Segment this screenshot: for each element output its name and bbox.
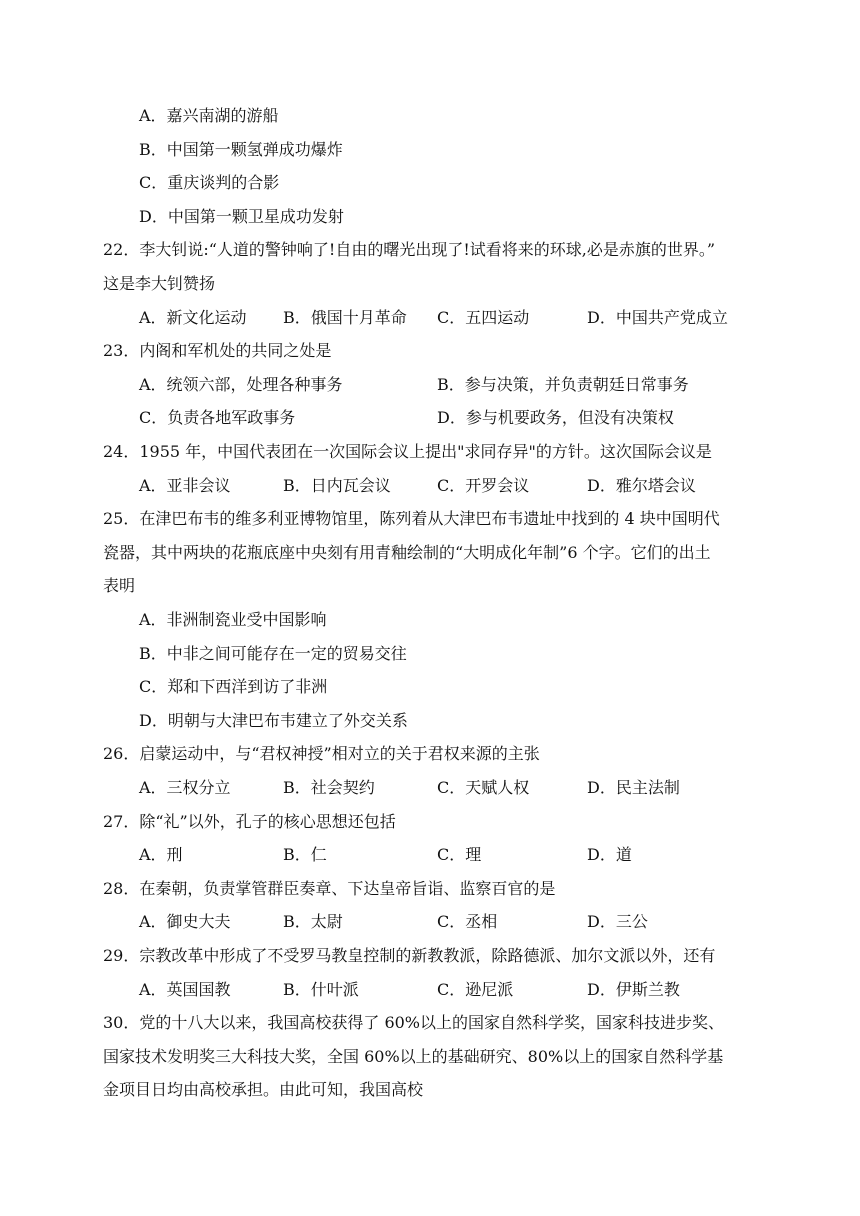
- answer-option: A．亚非会议: [139, 476, 231, 495]
- answer-option: C．天赋人权: [437, 778, 530, 797]
- answer-option: C．理: [437, 845, 482, 864]
- options-row: [0, 838, 860, 872]
- answer-option: C．丞相: [437, 912, 498, 931]
- question-continuation: 表明: [103, 576, 136, 595]
- options-row: [0, 401, 860, 435]
- answer-option: B．社会契约: [283, 778, 375, 797]
- answer-option: A．英国国教: [139, 980, 231, 999]
- answer-option: D．明朝与大津巴布韦建立了外交关系: [139, 711, 408, 730]
- answer-option: C．重庆谈判的合影: [139, 173, 280, 192]
- question-continuation: 瓷器，其中两块的花瓶底座中央刻有用青釉绘制的“大明成化年制”6 个字。它们的出土: [103, 543, 711, 562]
- question-text: 24．1955 年，中国代表团在一次国际会议上提出"求同存异"的方针。这次国际会议是: [103, 442, 712, 461]
- options-row: [0, 469, 860, 503]
- answer-option: B．俄国十月革命: [283, 308, 407, 327]
- question-continuation: 金项目日均由高校承担。由此可知，我国高校: [103, 1080, 424, 1099]
- question-continuation: 国家技术发明奖三大科技大奖，全国 60%以上的基础研究、80%以上的国家自然科学基: [103, 1047, 724, 1066]
- answer-option: C．负责各地军政事务: [139, 408, 296, 427]
- options-row: [0, 301, 860, 335]
- answer-option: B．仁: [283, 845, 327, 864]
- answer-option: A．御史大夫: [139, 912, 231, 931]
- answer-option: B．什叶派: [283, 980, 359, 999]
- options-row: [0, 368, 860, 402]
- answer-option: D．伊斯兰教: [587, 980, 680, 999]
- options-row: [0, 973, 860, 1007]
- question-text: 23．内阁和军机处的共同之处是: [103, 341, 332, 360]
- question-text: 30．党的十八大以来，我国高校获得了 60%以上的国家自然科学奖，国家科技进步奖、: [103, 1013, 725, 1032]
- answer-option: D．民主法制: [587, 778, 680, 797]
- question-text: 26．启蒙运动中，与“君权神授”相对立的关于君权来源的主张: [103, 744, 540, 763]
- answer-option: A．嘉兴南湖的游船: [139, 106, 279, 125]
- answer-option: C．逊尼派: [437, 980, 514, 999]
- answer-option: A．统领六部，处理各种事务: [139, 375, 343, 394]
- answer-option: D．雅尔塔会议: [587, 476, 696, 495]
- options-row: [0, 771, 860, 805]
- answer-option: C．郑和下西洋到访了非洲: [139, 677, 328, 696]
- answer-option: A．三权分立: [139, 778, 231, 797]
- options-row: [0, 905, 860, 939]
- question-text: 22．李大钊说:“人道的警钟响了!自由的曙光出现了!试看将来的环球,必是赤旗的世界。”: [103, 240, 716, 259]
- question-text: 28．在秦朝，负责掌管群臣奏章、下达皇帝旨诣、监察百官的是: [103, 879, 556, 898]
- question-text: 27．除“礼”以外，孔子的核心思想还包括: [103, 812, 396, 831]
- answer-option: D．道: [587, 845, 632, 864]
- answer-option: B．中非之间可能存在一定的贸易交往: [139, 644, 407, 663]
- answer-option: A．新文化运动: [139, 308, 247, 327]
- answer-option: D．三公: [587, 912, 648, 931]
- answer-option: D．中国共产党成立: [587, 308, 728, 327]
- answer-option: D．参与机要政务，但没有决策权: [437, 408, 674, 427]
- answer-option: B．日内瓦会议: [283, 476, 391, 495]
- question-continuation: 这是李大钊赞扬: [103, 274, 216, 293]
- answer-option: B．参与决策，并负责朝廷日常事务: [437, 375, 689, 394]
- answer-option: B．太尉: [283, 912, 343, 931]
- answer-option: D．中国第一颗卫星成功发射: [139, 207, 344, 226]
- answer-option: A．非洲制瓷业受中国影响: [139, 610, 327, 629]
- answer-option: A．刑: [139, 845, 183, 864]
- answer-option: C．五四运动: [437, 308, 530, 327]
- question-text: 29．宗教改革中形成了不受罗马教皇控制的新教教派，除路德派、加尔文派以外，还有: [103, 946, 716, 965]
- answer-option: B．中国第一颗氢弹成功爆炸: [139, 140, 343, 159]
- question-text: 25．在津巴布韦的维多利亚博物馆里，陈列着从大津巴布韦遗址中找到的 4 块中国明代: [103, 509, 720, 528]
- answer-option: C．开罗会议: [437, 476, 530, 495]
